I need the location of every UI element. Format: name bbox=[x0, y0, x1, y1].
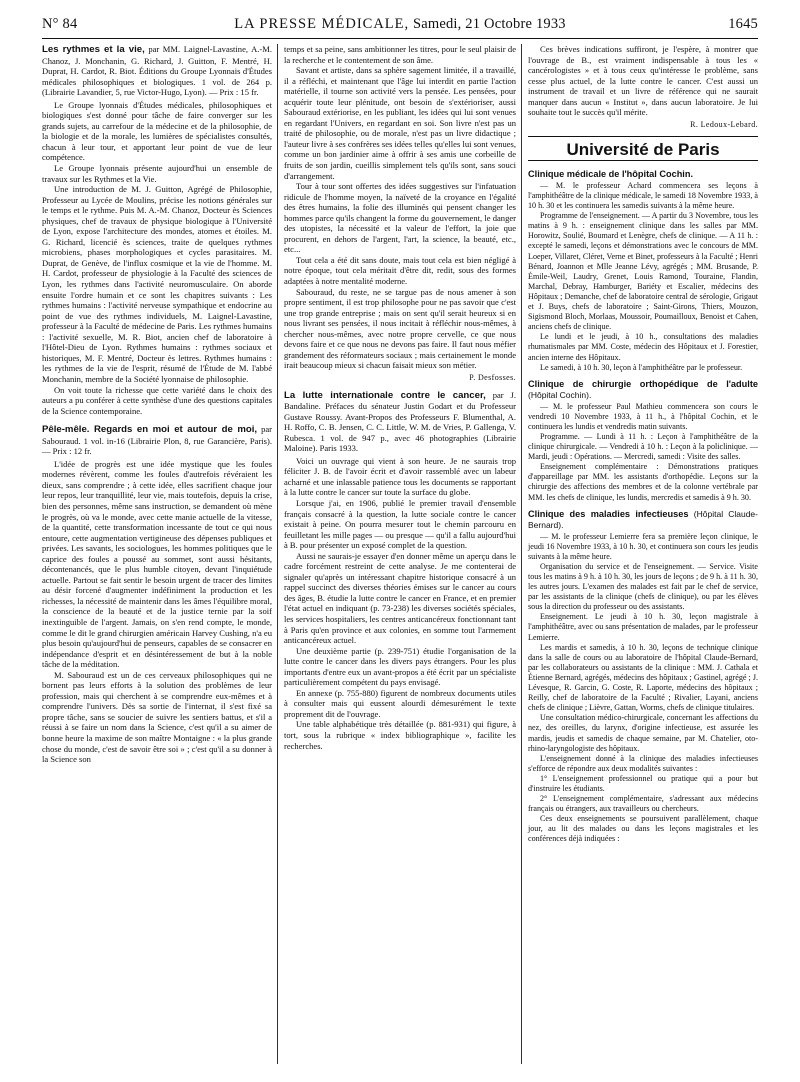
notice-heading-title: Clinique des maladies infectieuses bbox=[528, 508, 689, 519]
paragraph: Enseignement complémentaire : Démonstrations pratiques d'appareillage par MM. les assistants d'orthopédie. Leçons sur la chirurgie des affections des membres et de la colonne vertébrale par MM. les chefs de clinique, les lundis, mercredis et samedis à 9 h. 30. bbox=[528, 462, 758, 502]
paragraph: Une deuxième partie (p. 239-751) étudie l'organisation de la lutte contre le cancer dans les divers pays étrangers. Pour les plus importants d'entre eux un avant-propos a été écrit par un spécialiste particulièrement compétent du pays envisagé. bbox=[284, 645, 516, 688]
paragraph: L'enseignement donné à la clinique des maladies infectieuses s'efforce de répondre aux deux modalités suivantes : bbox=[528, 753, 758, 773]
paragraph: Une introduction de M. J. Guitton, Agrégé de Philosophie, Professeur au Lycée de Moulins, précise les notions générales sur le temps et le rythme. Puis M. A.-M. Chanoz, Docteur ès Sciences physiques, chef de travaux de physique biologique à l'Université de Lyon, expose l'architecture des mondes, atomes et étoiles. M. G. Richard, licencié ès sciences, traite de quelques rythmes microbiens, phases morphologiques et cycles parasitaires. M. Duprat, de Genève, de l'influx cosmique et la vie de l'homme. M. H. Cardot, professeur de physiologie à la Faculté des sciences de Lyon, les rythmes dans l'activité neuromusculaire. On aborde ensuite l'ordre humain et ce sont les chapitres suivants : Les rythmes humains : l'activité nerveuse sympathique et endocrine au point de vue des rythmes individuels, M. Laignel-Lavastine, professeur à la Faculté de médecine de Paris. Les rythmes humains : l'activité sexuelle, M. R. Biot, ancien chef de laboratoire à l'Hôtel-Dieu de Lyon. Rythmes humains : rythmes sociaux et historiques, M. F. Mentré, Docteur ès lettres. Rythmes humains : les rythmes de la vie de l'esprit, résumé de l'Étude de M. l'abbé Monchanin, membre de la Société lyonnaise de philosophie. bbox=[42, 184, 272, 384]
review-reference: par MM. Laignel-Lavastine, A.-M. Chanoz, J. Monchanin, G. Richard, J. Guitton, F. Mentré, H. Duprat, H. Cardot, R. Biot. Éditions du Groupe Lyonnais d'Études médicales philosophiques et biologiques. 1 vol. de 264 p. (Librairie Lavandier, 5, rue Victor-Hugo, Lyon). — Prix : 15 fr. bbox=[42, 44, 272, 98]
paragraph: Voici un ouvrage qui vient à son heure. Je ne saurais trop féliciter J. B. de l'avoir écrit et d'avoir rassemblé avec un labeur acharné et une inlassable patience tous les documents se rapportant à la lutte contre le cancer sur toute la surface du globe. bbox=[284, 455, 516, 498]
paragraph: Tout cela a été dit sans doute, mais tout cela est bien négligé à notre époque, tout cela méritait d'être dit, redit, sous des formes adaptées à notre mentalité moderne. bbox=[284, 254, 516, 287]
paragraph: Le samedi, à 10 h. 30, leçon à l'amphithéâtre par le professeur. bbox=[540, 362, 743, 372]
paragraph: Organisation du service et de l'enseignement. — Service. Visite tous les matins à 9 h. à 10 h. 30, les jours de leçons ; de 9 h. à 11 h. 30, les autres jours. L'examen des malades est fait par le chef de service, par les assistants de la clinique (chefs de clinique), ou par les élèves sous la direction du professeur ou des assistants. bbox=[528, 561, 758, 612]
paragraph: Le Groupe lyonnais présente aujourd'hui un ensemble de travaux sur les Rythmes et la Vie. bbox=[42, 163, 272, 184]
review-heading bbox=[284, 390, 516, 454]
paragraph: Une consultation médico-chirurgicale, concernant les affections du nez, des oreilles, du larynx, d'origine infectieuse, est assurée les mardis, jeudis et samedis de chaque semaine, par M. Chatelier, oto-rhino-laryngologiste des hôpitaux. bbox=[528, 713, 758, 753]
review-title: Pêle-mêle. Regards en moi et autour de moi, bbox=[42, 424, 258, 436]
review-title: La lutte internationale contre le cancer, bbox=[284, 389, 486, 401]
notice-heading-sub: (Hôpital Cochin). bbox=[528, 389, 592, 400]
issue-date: Samedi, 21 Octobre 1933 bbox=[412, 16, 566, 32]
section-rule bbox=[528, 160, 758, 161]
author-signature: R. Ledoux-Lebard. bbox=[690, 119, 758, 129]
paragraph: 1° L'enseignement professionnel ou pratique qui a pour but d'instruire les étudiants. bbox=[528, 773, 758, 793]
paragraph: M. Sabouraud est un de ces cerveaux philosophiques qui ne bornent pas leurs efforts à la solution des problèmes de leur profession, mais qui cherchent à se comprendre eux-mêmes et à comprendre l'univers. Dès sa sortie de l'internat, il s'est fixé sa propre tâche, sans se soucier de suivre les sentiers battus, et s'il a réussi à se faire un nom dans la Science, c'est qu'il a su aimer de bonne heure la maxime de son maître Montaigne : « la plus grande chose du monde, c'est de savoir être soi » ; c'est qu'il a su donner à la Science son bbox=[42, 669, 272, 765]
section-rule bbox=[528, 136, 758, 137]
column-divider bbox=[277, 44, 278, 1064]
issue-number: N° 84 bbox=[42, 16, 78, 32]
paragraph: Lorsque j'ai, en 1906, publié le premier travail d'ensemble français consacré à la question, la lutte sociale contre le cancer existait à peine. On pourra mesurer tout le chemin parcouru en feuilletant les mille pages — ou presque — qu'il a fallu aujourd'hui à B. pour présenter un exposé complet de la question. bbox=[284, 497, 516, 551]
university-notices bbox=[528, 169, 758, 845]
page-number: 1645 bbox=[728, 16, 758, 32]
notice-heading-sub: (Hôpital Claude-Bernard). bbox=[528, 508, 758, 530]
paragraph: Le lundi et le jeudi, à 10 h., consultations des maladies rhumatismales par MM. Coste, médecin des Hôpitaux et J. Forestier, ancien interne des Hôpitaux. bbox=[528, 332, 758, 362]
review-heading bbox=[42, 424, 272, 457]
paragraph: Enseignement. Le jeudi à 10 h. 30, leçon magistrale à l'amphithéâtre, avec ou sans présentation de malades, par le professeur Lemierre. bbox=[528, 612, 758, 642]
paragraph: Savant et artiste, dans sa sphère sagement limitée, il a travaillé, il a réfléchi, et maintenant que l'âge lui interdit en partie l'action matérielle, il tourne son activité vers la pensée. Les pensées, pour acquérir toute leur plénitude, ont besoin de s'extérioriser, aussi Sabouraud extériorise, en les publiant, les idées qui lui sont venues en regardant l'Univers, en regardant en soi. Son livre n'est pas un traité de philosophie, ou de morale, n'est pas un livre didactique ; l'auteur livre à ses confrères ses idées telles qu'elles lui sont venues, comme un bon jardinier aime à offrir à ses amis une corbeille de fruits de son jardin, cueillis simplement tels qu'ils sont, sans souci d'arrangement. bbox=[284, 65, 516, 181]
review-reference: par Sabouraud. 1 vol. in-16 (Librairie Plon, 8, rue Garancière, Paris). — Prix : 12 fr. bbox=[42, 424, 272, 457]
author-signature: P. Desfosses. bbox=[469, 372, 516, 382]
section-title: Université de Paris bbox=[566, 140, 720, 160]
journal-title: LA PRESSE MÉDICALE, bbox=[234, 16, 410, 32]
review-reference: par J. Bandaline. Préfaces du sénateur Justin Godart et du Professeur Gustave Roussy. Avant-Propos des Professeurs F. Blumenthal, A. H. Roffo, C. B. Jensen, C. C. Little, W. M. de Vries, P. Gallenga, V. Rubesca. 1 vol. de 947 p., avec 46 photographies (Librairie Maloine). Paris 1933. bbox=[284, 389, 516, 454]
page-header bbox=[42, 16, 758, 36]
review-heading bbox=[42, 44, 272, 98]
paragraph: Aussi ne saurais-je essayer d'en donner même un aperçu dans le cadre forcément restreint de cette analyse. Je me contenterai de signaler qu'après un intéressant chapitre historique consacré à un rappel succinct des diverses théories émises sur le cancer au cours des âges, B. étudie la lutte contre le cancer en France, et en premier l'état actuel en indiquant (p. 73-238) les diverses sociétés spéciales, les services hospitaliers, les centres anticancéreux fonctionnant tant à Paris qu'en province et aux colonies, en somme tout l'armement anticancéreux actuel. bbox=[284, 550, 516, 646]
paragraph: On voit toute la richesse que cette variété dans le choix des auteurs a pu conférer à cette synthèse d'une des questions capitales de la Science contemporaine. bbox=[42, 384, 272, 416]
notice-heading bbox=[528, 509, 758, 531]
paragraph: Les mardis et samedis, à 10 h. 30, leçons de technique clinique dans la salle de cours ou au laboratoire de l'hôpital Claude-Bernard, par les collaborateurs ou assistants de la clinique : MM. J. Cathala et Étienne Bernard, agrégés, médecins des hôpitaux ; Gastinel, agrégé ; J. Lévesque, R. Garcin, G. Coste, R. Laporte, médecins des hôpitaux ; Reilly, chef de laboratoire de la Faculté ; Rivalier, Layani, anciens chefs de clinique ; Lièvre, Gattan, Worms, chefs de clinique titulaires. bbox=[528, 642, 758, 713]
notice-heading: Clinique médicale de l'hôpital Cochin. bbox=[528, 168, 694, 179]
notice-heading-title: Clinique de chirurgie orthopédique de l'adulte bbox=[528, 378, 758, 389]
paragraph: En annexe (p. 755-880) figurent de nombreux documents utiles à consulter mais qui eussent alourdi démesurément le texte proprement dit de l'ouvrage. bbox=[284, 687, 516, 719]
paragraph: Tour à tour sont offertes des idées suggestives sur l'infatuation ridicule de l'homme moyen, la naïveté de la croyance en l'égalité des êtres humains, la folie des illuminés qui pensent changer les hommes parce qu'ils changent la forme du gouvernement, le danger des utopistes, la nécessité et la valeur de l'effort, la joie que procurent, en dehors de l'argent, l'art, la science, la beauté, etc., etc... bbox=[284, 181, 516, 255]
paragraph: Programme. — Lundi à 11 h. : Leçon à l'amphithéâtre de la clinique chirurgicale. — Vendredi à 10 h. : Leçon à la policlinique. — Mardi, jeudi : Opérations. — Mercredi, samedi : Visite des salles. bbox=[528, 431, 758, 462]
column-2 bbox=[284, 44, 516, 751]
paragraph: Ces brèves indications suffiront, je l'espère, à montrer que l'ouvrage de B., est vraiment indispensable à tous les « cancérologistes » et à tous ceux qu'intéresse le problème, sans cesse plus actuel, de la lutte contre le cancer. C'est aussi un instrument de travail et un livre de référence qui ne saurait manquer dans aucun « Institut », dans aucun laboratoire. Je lui souhaite tout le succès qu'il mérite. bbox=[528, 44, 758, 118]
paragraph: — M. le professeur Achard commencera ses leçons à l'amphithéâtre de la clinique médicale, le samedi 18 Novembre 1933, à 10 h. 30 et les continuera les samedis suivants à la même heure. bbox=[528, 180, 758, 211]
notice-heading bbox=[528, 379, 758, 401]
paragraph: L'idée de progrès est une idée mystique que les foules modernes révèrent, comme les foules d'autrefois révéraient les dieux, sans comprendre ; à cette idée, elles sacrifient chaque jour leur repos, leur tranquillité, leur vie, mais toutefois, depuis la crise, bien des personnes, même sans instruction, se demandent où mène le progrès, où va le monde, avec cette manie actuelle de la vitesse, de la quantité, cette transformation incessante de tout ce qui nous entoure, cette augmentation vertigineuse des dépenses publiques et privées. Les savants, les sociologues, les hommes politiques que le caprice des foules a poussé au sommet, sont aussi hésitants, décontenancés, que le plus humble citoyen, devant l'inquiétude actuelle. Partout se fait sentir le besoin urgent de tracer des limites au désir forcené d'augmenter indéfiniment la production et les richesses, la nécessité de maintenir dans les âmes l'équilibre moral, la conscience de la beauté et de la justice ternie par la soif inextinguible de l'argent. Jamais, on s'en rend compte, le monde, comme le dit le grand chirurgien américain Harvey Cushing, n'a eu plus besoin qu'aujourd'hui de penseurs, capables de se consacrer en indépendance d'esprit et en désintéressement de but à la noble tâche de la méditation. bbox=[42, 458, 272, 670]
paragraph: 2° L'enseignement complémentaire, s'adressant aux médecins français ou étrangers, aux travailleurs ou chercheurs. bbox=[528, 794, 758, 814]
column-3 bbox=[528, 44, 758, 845]
masthead bbox=[42, 16, 758, 33]
paragraph: Programme de l'enseignement. — A partir du 3 Novembre, tous les matins à 9 h. : enseignement clinique dans les salles par MM. Horowitz, Soulié, Boumard et Lenègre, chefs de clinique. — A 11 h. : excepté le samedi, leçons et démonstrations avec le concours de MM. Loeper, Villaret, Cléret, Verne et Binet, professeurs à la Faculté ; Henri Bénard, Joannon et Mlle Jeanne Lévy, agrégés ; MM. Brusande, P. Émile-Weil, Laudry, Grenet, Louis Ramond, Touraine, Flandin, Marchal, Debray, Hamburger, Bariéty et Escalier, médecins des Hôpitaux ; Demanche, chef de laboratoire central de sérologie, Grigaut et J. Buys, chefs de laboratoire ; Saint-Girons, Thiers, Mouzon, Sigismond Bloch, Morlaas, Moussoir, Poumailloux, Benoist et Cahen, anciens chefs de clinique. bbox=[528, 211, 758, 332]
paragraph: — M. le professeur Lemierre fera sa première leçon clinique, le jeudi 16 Novembre 1933, à 10 h. 30, et continuera son cours les jeudis suivants à la même heure. bbox=[528, 531, 758, 561]
paragraph: Une table alphabétique très détaillée (p. 881-931) qui figure, à tort, sous la rubrique « index bibliographique », facilite les recherches. bbox=[284, 719, 516, 751]
paragraph: — M. le professeur Paul Mathieu commencera son cours le vendredi 10 Novembre 1933, à 11 h., à l'hôpital Cochin, et le continuera les lundis et vendredis matin suivants. bbox=[528, 401, 758, 431]
paragraph: Ces deux enseignements se poursuivent parallèlement, chaque jour, au lit des malades ou dans les leçons magistrales et les conférences déjà indiquées : bbox=[528, 814, 758, 844]
paragraph: Le Groupe lyonnais d'Études médicales, philosophiques et biologiques s'est donné pour tâche de faire converger sur les grands sujets, au carrefour de la médecine et de la philosophie, de la biologie et de la morale, les lumières de spécialistes consultés, chacun à leur tour, et apportant leur point de vue de leur compétence. bbox=[42, 99, 272, 163]
paragraph: Sabouraud, du reste, ne se targue pas de nous amener à son propre sentiment, il est trop philosophe pour ne pas savoir que c'est une trop grande entreprise ; mais on sent qu'il serait heureux si en nous livrant ses pensées, il nous incitait à réfléchir nous-mêmes, à chercher nous-mêmes, avec notre propre cervelle, ce que nous devons faire et ce que nous ne devons pas faire. Il faut nous méfier grandement des réformateurs sociaux ; mais certainement le monde irait beaucoup mieux si chacun faisait mieux son métier. bbox=[284, 286, 516, 371]
header-rule bbox=[42, 38, 758, 39]
paragraph: temps et sa peine, sans ambitionner les titres, pour le seul plaisir de la recherche et le contentement de son âme. bbox=[284, 44, 516, 65]
column-1 bbox=[42, 44, 272, 765]
column-divider bbox=[521, 44, 522, 1064]
review-title: Les rythmes et la vie, bbox=[42, 44, 145, 55]
